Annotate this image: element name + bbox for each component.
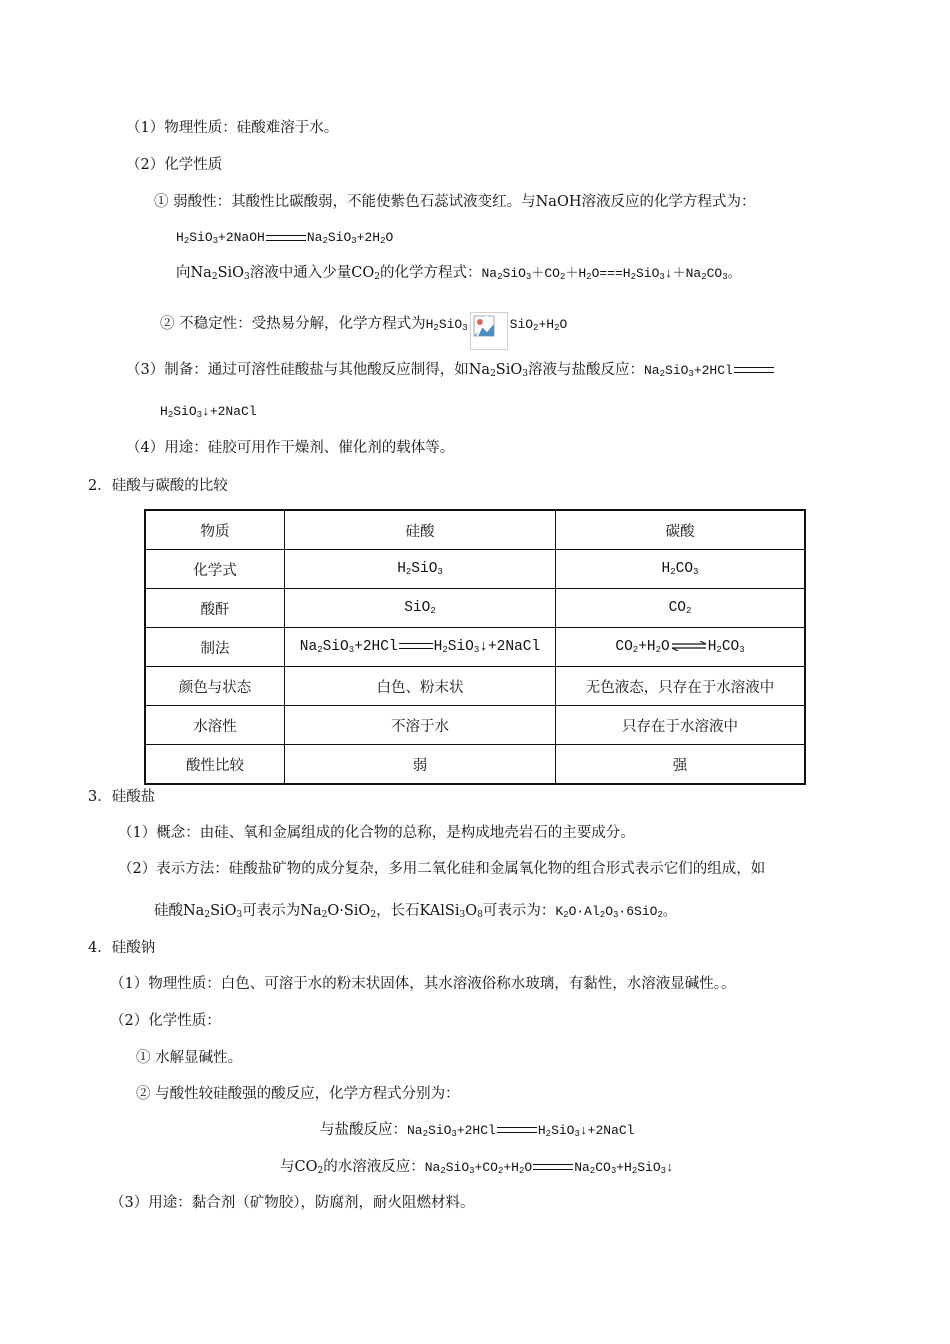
hcl-reaction-line [320,1120,634,1141]
unstable-line [160,312,567,350]
co2-reaction-equation: $Na_2SiO_3+CO_2+H_2O===H_2SiO_3↓+Na_2CO_3$。 [481,266,741,282]
hcl-prefix: 与盐酸反应： [320,1122,407,1138]
row-label: 酸性比较 [145,745,285,785]
co2-aqueous-reaction-line [280,1157,674,1178]
weak-acid-text: ① 弱酸性：其酸性比碳酸弱，不能使紫色石蕊试液变红。与NaOH溶液反应的化学方程式为： [154,194,756,210]
silicate-representation-line2 [154,901,676,922]
comparison-title: 2．硅酸与碳酸的比较 [88,478,228,494]
sodium-silicate-title: 4．硅酸钠 [88,940,156,956]
sodium-silicate-chemical-title: （2）化学性质： [110,1013,221,1029]
table-row [145,745,805,785]
preparation-line [126,360,775,381]
naoh-eq-left: $H_2SiO_3+2NaOH$ [176,230,265,246]
unstable-right: $SiO_2+H_2O$ [509,317,568,333]
cell-silicic: 弱 [285,745,556,785]
equals-sign [266,235,306,241]
prep-c-right: $H_2CO_3$ [707,639,745,655]
equals-sign [734,367,774,373]
silicate-title: 3．硅酸盐 [88,789,156,805]
naoh-eq-right: $Na_2SiO_3+2H_2O$ [306,230,394,246]
row-label: 酸酐 [145,589,285,628]
row-label: 水溶性 [145,706,285,745]
broken-image-icon [470,312,508,350]
cell-silicic [285,628,556,667]
row-label: 颜色与状态 [145,667,285,706]
header-silicic-acid: 硅酸 [285,510,556,550]
unstable-left: $H_2SiO_3$ [425,317,468,333]
cell-carbonic: $CO_2$ [556,589,806,628]
prep-c-left: $CO_2+H_2O$ [615,639,670,655]
table-row [145,706,805,745]
acid-reaction-text: ② 与酸性较硅酸强的酸反应，化学方程式分别为： [136,1086,460,1102]
row-label: 化学式 [145,550,285,589]
equals-sign [533,1164,573,1170]
table-header-row [145,510,805,550]
silicic-acid-chemical-title: （2）化学性质 [126,157,223,173]
header-carbonic-acid: 碳酸 [556,510,806,550]
cell-silicic: 不溶于水 [285,706,556,745]
cell-carbonic: $H_2CO_3$ [556,550,806,589]
reversible-arrow-icon [671,641,707,651]
table-row [145,550,805,589]
hydrolysis-text: ① 水解显碱性。 [136,1050,243,1066]
hcl-left: $Na_2SiO_3+2HCl$ [407,1123,496,1139]
sodium-silicate-use: （3）用途：黏合剂（矿物胶），防腐剂，耐火阻燃材料。 [110,1195,475,1211]
repr-part-b: $K_2O\cdot Al_2O_3\cdot 6SiO_2$。 [555,904,676,920]
table-row [145,667,805,706]
header-substance: 物质 [145,510,285,550]
silicic-acid-use: （4）用途：硅胶可用作干燥剂、催化剂的载体等。 [126,440,455,456]
equals-sign [399,643,433,649]
cell-carbonic: 只存在于水溶液中 [556,706,806,745]
unstable-prefix: ② 不稳定性：受热易分解，化学方程式为 [160,316,426,332]
silicic-acid-physical-property: （1）物理性质：硅酸难溶于水。 [126,120,339,136]
table-row [145,589,805,628]
silicate-representation-line1: （2）表示方法：硅酸盐矿物的成分复杂，多用二氧化硅和金属氧化物的组合形式表示它们的组成，如 [118,861,766,877]
table-row [145,628,805,667]
preparation-left: $Na_2SiO_3+2HCl$ [644,363,733,379]
co2-reaction-prefix: 向$Na_2SiO_3$溶液中通入少量$CO_2$的化学方程式： [176,265,482,282]
co2-aq-left: $Na_2SiO_3+CO_2+H_2O$ [424,1160,533,1176]
cell-silicic: $H_2SiO_3$ [285,550,556,589]
cell-carbonic: 强 [556,745,806,785]
preparation-right: $H_2SiO_3↓+2NaCl$ [160,404,257,420]
co2-aq-prefix: 与$CO_2$的水溶液反应： [280,1159,425,1176]
row-label: 制法 [145,628,285,667]
hcl-right: $H_2SiO_3↓+2NaCl$ [537,1123,635,1139]
repr-part-a: 硅酸$Na_2SiO_3$可表示为$Na_2O\cdot SiO_2$，长石$KAlSi_3O_8$可表示为： [154,903,556,920]
co2-reaction-line [176,263,741,284]
sodium-silicate-physical: （1）物理性质：白色、可溶于水的粉末状固体，其水溶液俗称水玻璃，有黏性，水溶液显碱性。。 [110,976,736,992]
cell-carbonic: 无色液态，只存在于水溶液中 [556,667,806,706]
silicate-concept: （1）概念：由硅、氧和金属组成的化合物的总称，是构成地壳岩石的主要成分。 [118,825,635,841]
equals-sign [497,1127,537,1133]
cell-silicic: 白色、粉末状 [285,667,556,706]
prep-si-left: $Na_2SiO_3+2HCl$ [299,639,398,655]
co2-aq-right: $Na_2CO_3+H_2SiO_3↓$ [574,1160,674,1176]
comparison-table [144,509,806,785]
naoh-equation [176,228,393,248]
cell-carbonic [556,628,806,667]
preparation-prefix: （3）制备：通过可溶性硅酸盐与其他酸反应制得，如$Na_2SiO_3$溶液与盐酸反应： [126,362,644,379]
cell-silicic: SiO$_2$ [285,589,556,628]
prep-si-right: $H_2SiO_3↓+2NaCl$ [433,639,541,655]
